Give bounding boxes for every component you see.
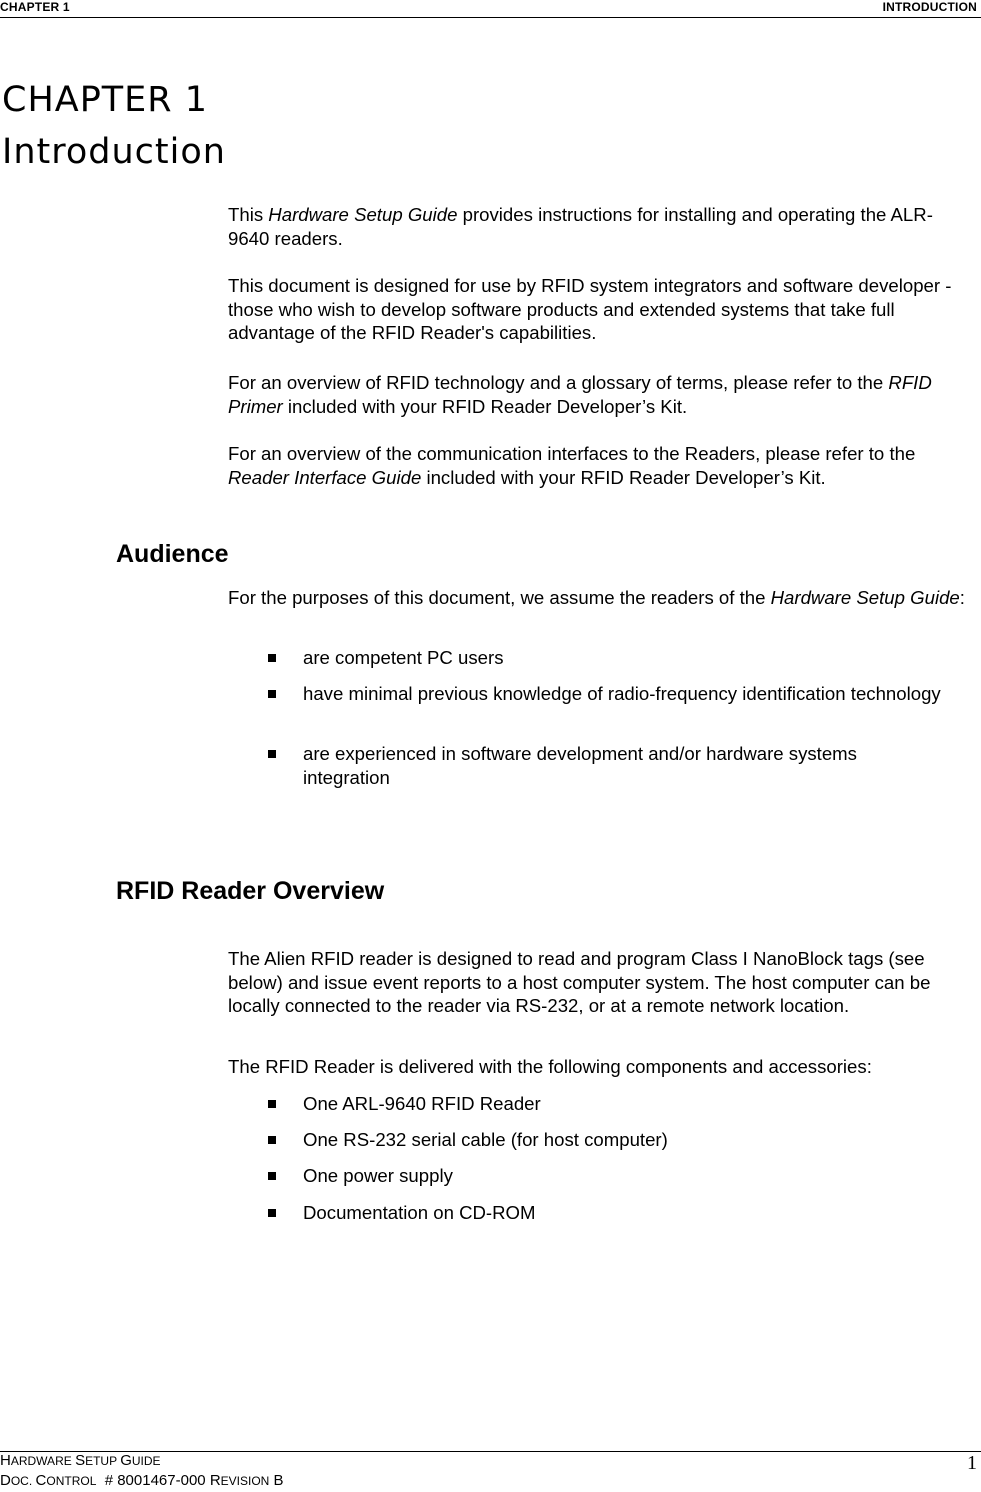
- running-header-section: INTRODUCTION: [882, 0, 977, 14]
- bullet-square-icon: [268, 654, 276, 662]
- bullet-square-icon: [268, 750, 276, 758]
- page-number: 1: [967, 1452, 977, 1474]
- intro-paragraph-3: For an overview of RFID technology and a glossary of terms, please refer to the RFID Primer included with your RFID Reader Developer’s Kit.: [228, 372, 932, 417]
- running-header-chapter: CHAPTER 1: [0, 0, 70, 14]
- bullet-square-icon: [268, 1209, 276, 1217]
- intro-paragraph-1: This Hardware Setup Guide provides instructions for installing and operating the ALR-9640 readers.: [228, 204, 933, 249]
- intro-paragraph-2: This document is designed for use by RFID system integrators and software developer - those who wish to develop software products and extended systems that take full advantage of the RFID Reader's capabilities.: [228, 275, 952, 343]
- footer-guide-title: HARDWARE SETUP GUIDE: [0, 1452, 161, 1469]
- header-rule: [0, 17, 981, 18]
- overview-paragraph-1: The Alien RFID reader is designed to read and program Class I NanoBlock tags (see below) and issue event reports to a host computer system. The host computer can be locally connected to the reader via RS-232, or at a remote network location.: [228, 948, 931, 1016]
- audience-lead: For the purposes of this document, we assume the readers of the Hardware Setup Guide:: [228, 587, 965, 608]
- bullet-square-icon: [268, 1172, 276, 1180]
- overview-paragraph-2: The RFID Reader is delivered with the following components and accessories:: [228, 1056, 872, 1077]
- chapter-number: CHAPTER 1: [2, 80, 209, 120]
- bullet-square-icon: [268, 690, 276, 698]
- bullet-square-icon: [268, 1136, 276, 1144]
- bullet-square-icon: [268, 1100, 276, 1108]
- footer-doc-control: DOC. CONTROL # 8001467-000 REVISION B: [0, 1472, 284, 1489]
- audience-heading: Audience: [116, 540, 229, 568]
- chapter-title: Introduction: [2, 132, 226, 172]
- overview-heading: RFID Reader Overview: [116, 877, 385, 905]
- intro-paragraph-4: For an overview of the communication interfaces to the Readers, please refer to the Reader Interface Guide included with your RFID Reader Developer’s Kit.: [228, 443, 916, 488]
